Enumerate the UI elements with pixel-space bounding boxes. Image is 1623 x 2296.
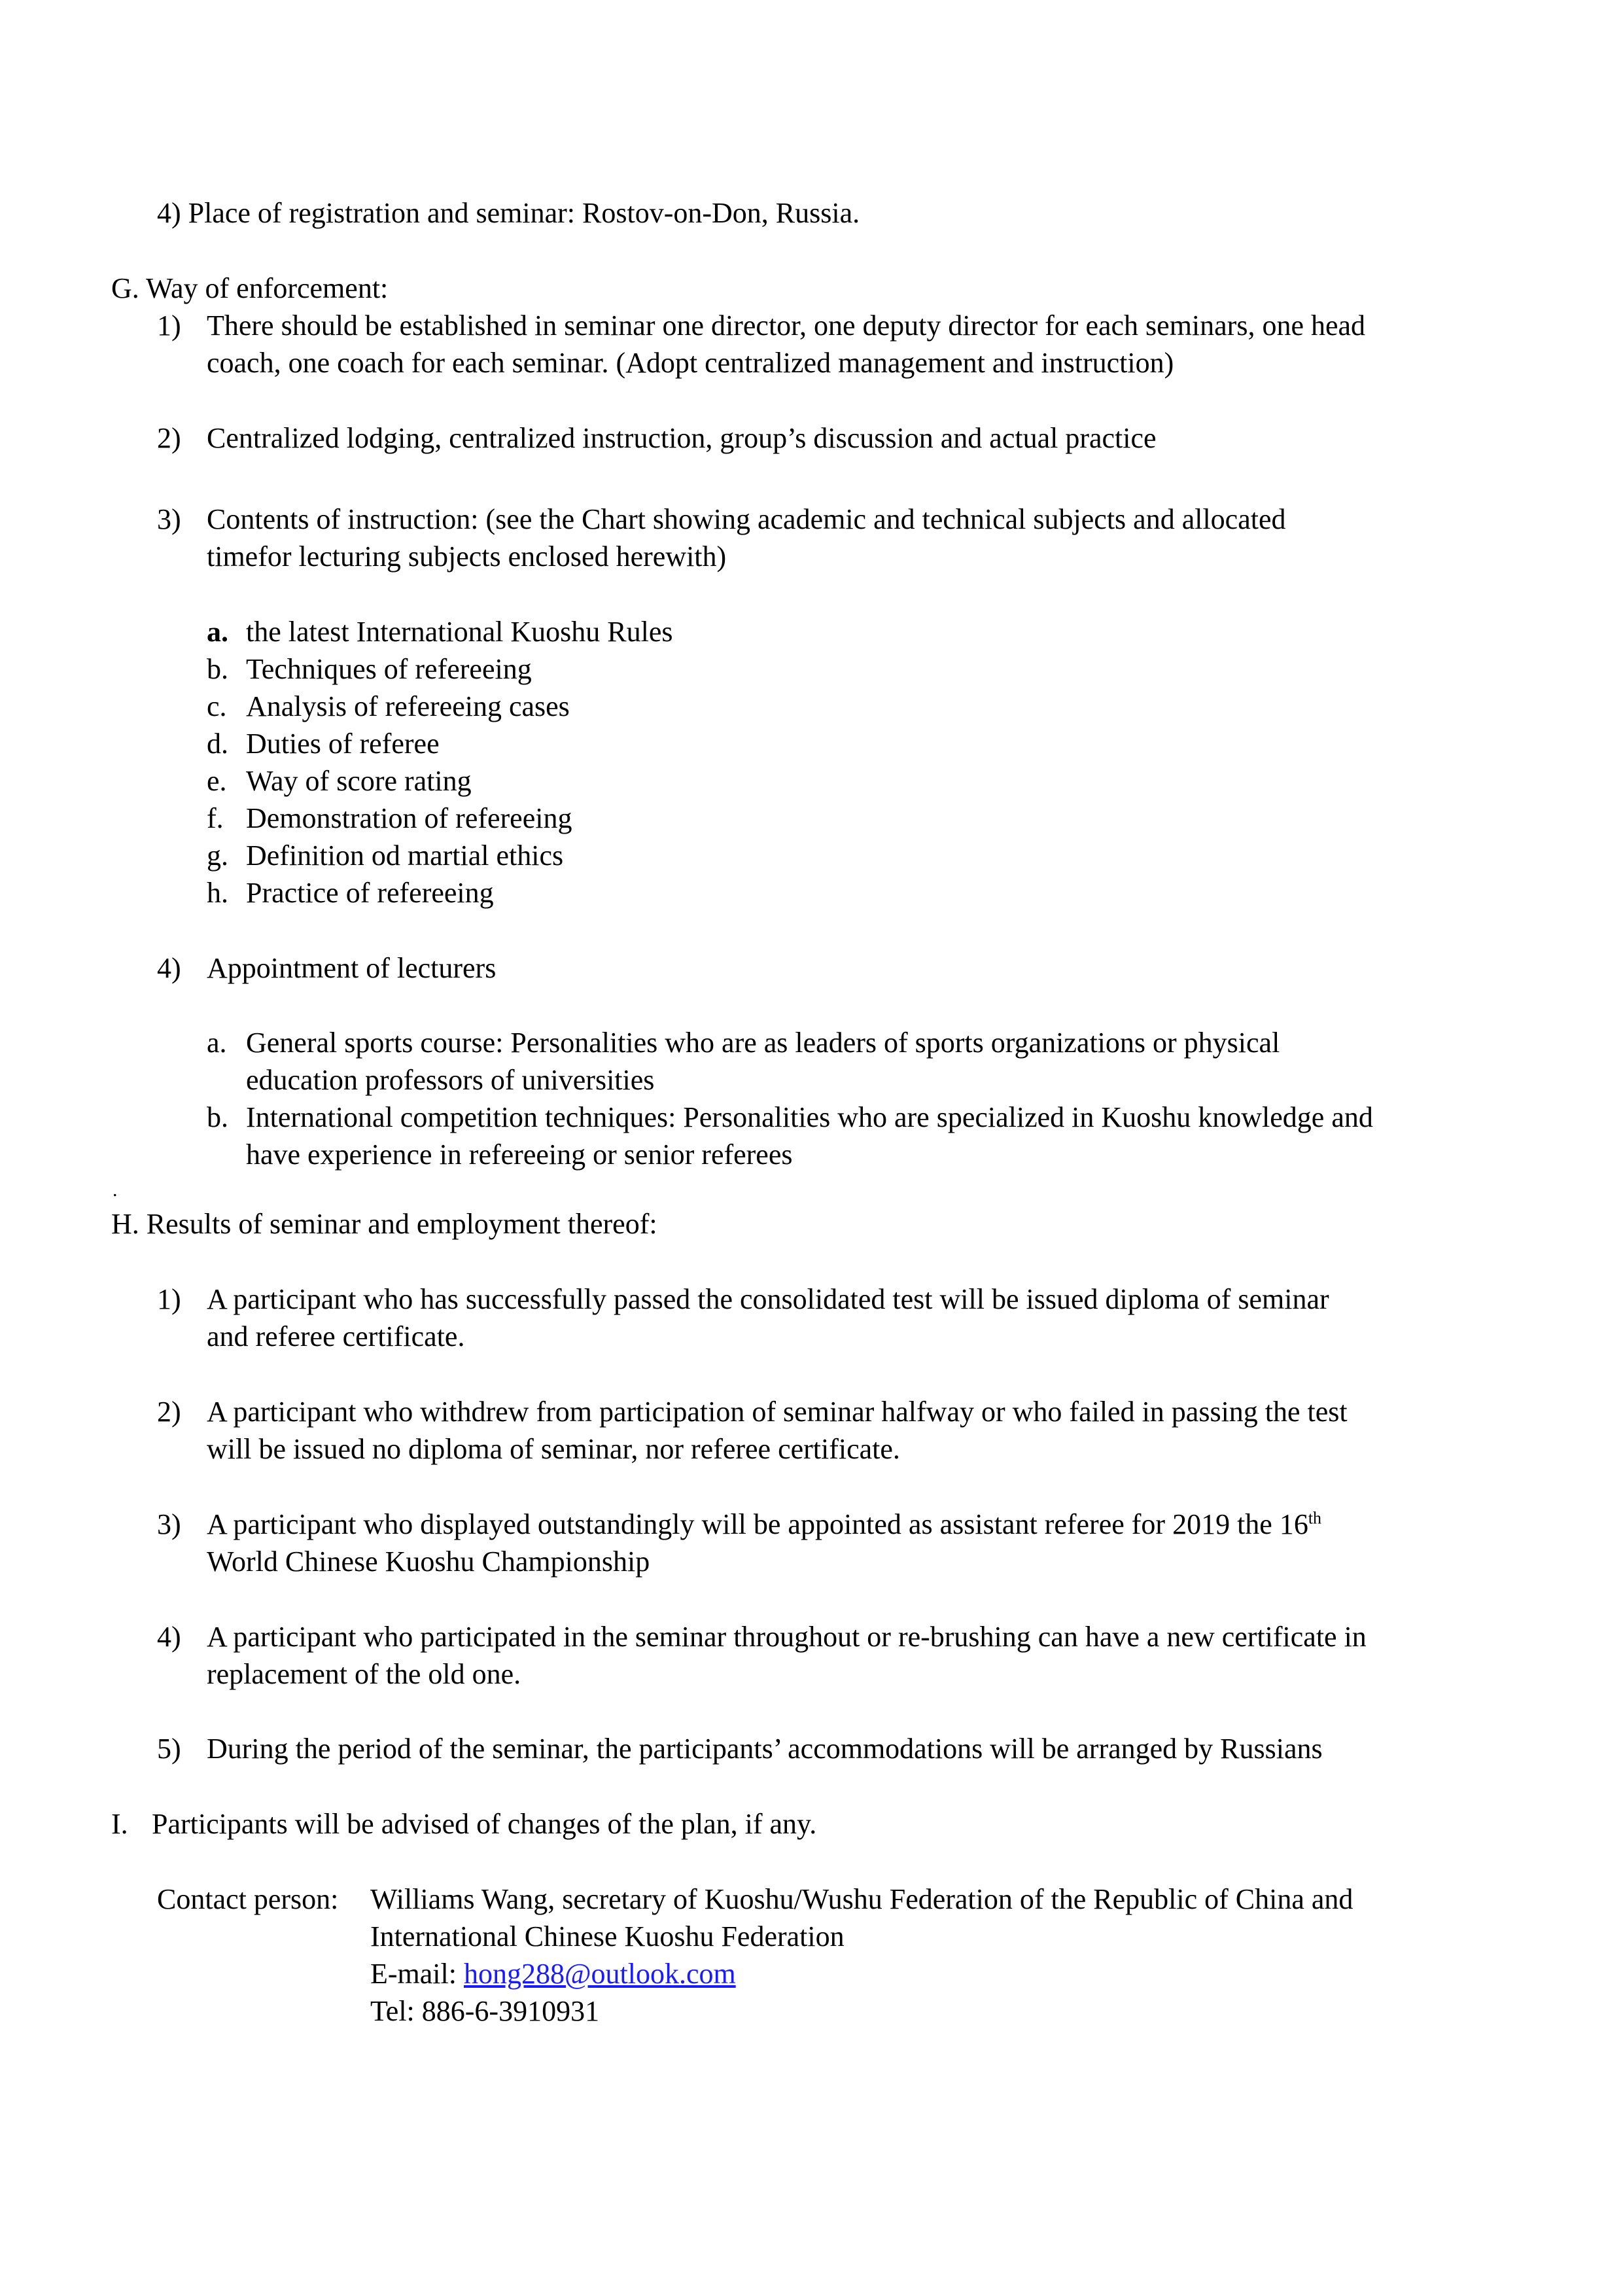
g3-item-letter: e.: [207, 765, 227, 797]
g4-a-line2: education professors of universities: [246, 1064, 655, 1096]
h3-line1: A participant who displayed outstandingly will be appointed as assistant referee for 2019 the 16: [207, 1508, 1308, 1540]
contact-line1: Williams Wang, secretary of Kuoshu/Wushu Federation of the Republic of China and: [370, 1883, 1353, 1915]
stray-dot: .: [113, 1179, 118, 1201]
g1-number: 1): [157, 309, 181, 342]
g3-number: 3): [157, 503, 181, 535]
g4-b-line2: have experience in refereeing or senior referees: [246, 1139, 793, 1171]
h2-line1: A participant who withdrew from participation of seminar halfway or who failed in passing the test: [207, 1396, 1348, 1428]
h1-line2: and referee certificate.: [207, 1320, 465, 1352]
g3-line2: timefor lecturing subjects enclosed herewith): [207, 540, 727, 573]
g3-item-text: Way of score rating: [246, 765, 472, 797]
h3-superscript: th: [1308, 1508, 1322, 1528]
h3-line1-wrap: [207, 1506, 1321, 1544]
h1-number: 1): [157, 1283, 181, 1315]
g1-line1: There should be established in seminar one director, one deputy director for each seminars, one head: [207, 309, 1366, 342]
h2-number: 2): [157, 1396, 181, 1428]
g4-number: 4): [157, 952, 181, 984]
contact-label: Contact person:: [157, 1883, 339, 1915]
contact-email-line: [370, 1955, 736, 1993]
h2-line2: will be issued no diploma of seminar, nor referee certificate.: [207, 1433, 900, 1465]
g1-line2: coach, one coach for each seminar. (Adopt centralized management and instruction): [207, 347, 1174, 379]
h4-line2: replacement of the old one.: [207, 1658, 521, 1690]
g3-item-letter: h.: [207, 877, 228, 909]
g3-item-letter: g.: [207, 839, 228, 872]
section-i-text: Participants will be advised of changes of the plan, if any.: [152, 1808, 817, 1840]
g3-item-letter: a.: [207, 616, 228, 648]
section-i-letter: I.: [111, 1808, 128, 1840]
g3-item-letter: b.: [207, 653, 228, 685]
section-h-heading: H. Results of seminar and employment thereof:: [111, 1208, 657, 1240]
h5-line1: During the period of the seminar, the participants’ accommodations will be arranged by Russians: [207, 1733, 1323, 1765]
h4-line1: A participant who participated in the seminar throughout or re-brushing can have a new certificate in: [207, 1621, 1367, 1653]
g3-item-text: Analysis of refereeing cases: [246, 690, 570, 722]
g3-item-text: the latest International Kuoshu Rules: [246, 616, 673, 648]
h3-number: 3): [157, 1508, 181, 1540]
g4-line1: Appointment of lecturers: [207, 952, 497, 984]
g3-item-text: Duties of referee: [246, 728, 440, 760]
g3-item-text: Practice of refereeing: [246, 877, 494, 909]
g3-item-text: Techniques of refereeing: [246, 653, 532, 685]
place-line: 4) Place of registration and seminar: Rostov-on-Don, Russia.: [157, 197, 860, 229]
g4-b-line1: International competition techniques: Personalities who are specialized in Kuoshu knowledge and: [246, 1101, 1373, 1133]
g3-item-letter: d.: [207, 728, 228, 760]
g3-item-text: Demonstration of refereeing: [246, 802, 572, 834]
g3-item-letter: f.: [207, 802, 224, 834]
h5-number: 5): [157, 1733, 181, 1765]
g4-b-letter: b.: [207, 1101, 228, 1133]
section-g-heading: G. Way of enforcement:: [111, 272, 389, 304]
g3-item-text: Definition od martial ethics: [246, 839, 564, 872]
email-link[interactable]: hong288@outlook.com: [463, 1958, 736, 1990]
g4-a-line1: General sports course: Personalities who are as leaders of sports organizations or physical: [246, 1027, 1280, 1059]
g3-item-letter: c.: [207, 690, 227, 722]
contact-line2: International Chinese Kuoshu Federation: [370, 1920, 845, 1952]
g4-a-letter: a.: [207, 1027, 227, 1059]
g3-line1: Contents of instruction: (see the Chart showing academic and technical subjects and allocated: [207, 503, 1286, 535]
email-label: E-mail:: [370, 1958, 464, 1990]
g2-line1: Centralized lodging, centralized instruction, group’s discussion and actual practice: [207, 422, 1157, 454]
h4-number: 4): [157, 1621, 181, 1653]
g2-number: 2): [157, 422, 181, 454]
h1-line1: A participant who has successfully passed the consolidated test will be issued diploma of seminar: [207, 1283, 1329, 1315]
h3-line2: World Chinese Kuoshu Championship: [207, 1545, 650, 1578]
contact-tel: Tel: 886-6-3910931: [370, 1995, 600, 2027]
